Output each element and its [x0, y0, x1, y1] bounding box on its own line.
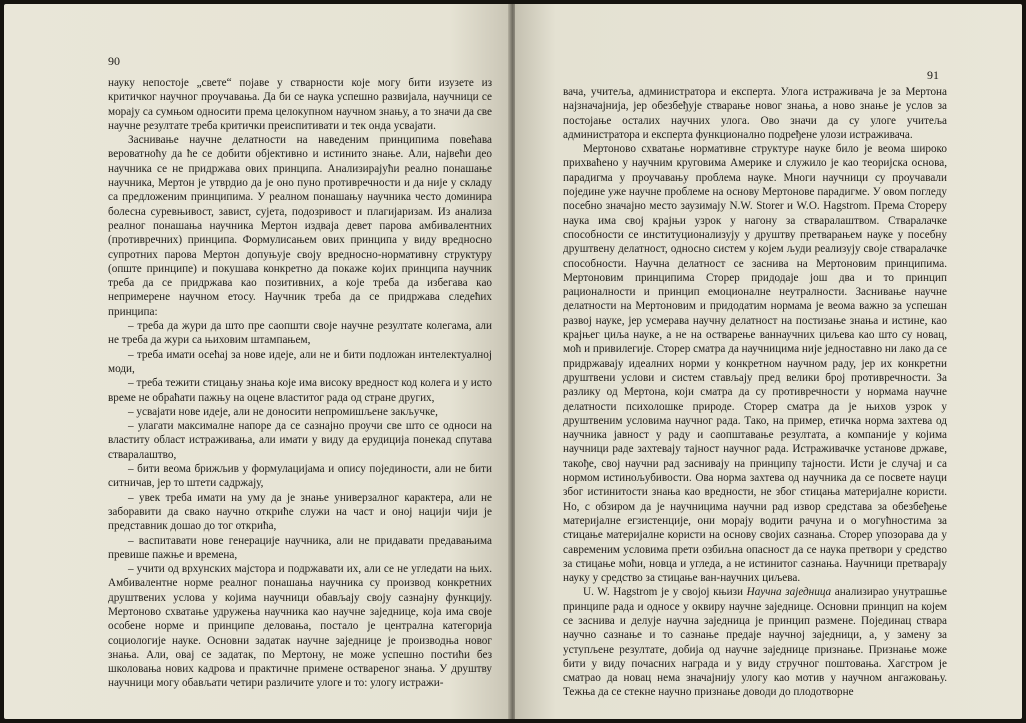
- list-item: – треба имати осећај за нове идеје, али не и бити подложан интелектуалној моди,: [108, 348, 492, 375]
- book-title: Научна заједница: [746, 586, 832, 599]
- list-item: – бити веома брижљив у формулацијама и опису појединости, али не бити ситничав, јер то штети садржају,: [108, 463, 492, 490]
- page-number-right: 91: [927, 68, 939, 82]
- right-page: [515, 4, 1022, 719]
- list-item: – васпитавати нове генерације научника, али не придавати предавањима превише пажње и времена,: [108, 534, 492, 561]
- left-page: [4, 4, 510, 719]
- list-item: – усвајати нове идеје, али не доносити непромишљене закључке,: [128, 405, 438, 418]
- paragraph-hagstrom: [563, 585, 947, 699]
- right-page-text: [563, 85, 947, 700]
- paragraph: Мертоново схватање нормативне структуре науке било је веома широко прихваћено у научним круговима Америке и служило је као теоријска основа, парадигма у проучавању проблема науке. Многи научници су проучавали поједине уже научне проблеме на основу Мертонове парадигме. У овом погледу посебно значајно место заузимају N.W. Storer и W.O. Hagstrom. Према Стореру наука има свој крајњи узрок у нагону за стваралаштвом. Стваралачке способности се институционализују у друштву претварањем науке у посебну друштвену делатност, односно систем у којем људи реализују своје стваралачке способности. Научна делатност се заснива на Мертоновим принципима. Мертоновим принципима Сторер придодаје још два и то принцип рационалности и принцип емоционалне неутралности. Заснивање научне делатности на Мертоновим и придодатим нормама је веома важно за успешан развој науке, јер усмерава научну делатност на постизање знања и истине, као крајњег циља науке, а не на остварење ваннаучних циљева као што су новац, моћ и привилегије. Сторер сматра да научницима није једноставно ни лако да се придржавају идеалних норми у конкретном научном раду, јер их конкретни друштвени услови и систем стављају пред велики број противречности. За разлику од Мертона, који сматра да су противречности у нормама научне делатности психолошке природе. Сторер сматра да је њихов узрок у друштвеним условима научног рада. Тако, на пример, етичка норма захтева од научника јавност у раду и саопштавање резултата, а компаније у којима научници раде захтевају тајност научног рада. Истраживачке установе државе, такође, свој научни рад заснивају на принципу тајности. Исти је случај и са нормом истинољубивости. Ова норма захтева од научника да се посвете науци због истинитости знања као вредности, не због стицања материјалне користи. Но, с обзиром да је научницима научни рад извор средстава за обезбеђење материјалне егзистенције, они морају водити рачуна и о могућностима за стицање материјалне користи на основу својих сазнања. Сторер упозорава да у савременим условима прети озбиљна опасност да се наука претвори у средство за стицање моћи, новца и угледа, а не истинитог сазнања. Научници претварају науку у средство за стицање ван-научних циљева.: [563, 143, 947, 585]
- list-item: – учити од врхунских мајстора и подржавати их, али се не угледати на њих. Амбивалентне норме реалног понашања научника су производ конкретних друштвених услова у којима научници обављају своју сазнајну функцију. Мертоново схватање удружења научника као научне заједнице, која има своје особене норме и принципе деловања, постало је централна категорија социологије науке. Основни задатак научне заједнице је производња новог знања. Али, овај се задатак, по Мертону, не може успешно постићи без школовања нових кадрова и практичне примене оствареног знања. У друштву научници могу обављати четири различите улоге и то: улогу истражи-: [108, 563, 492, 690]
- page-number-left: 90: [108, 54, 120, 68]
- hagstrom-intro: U. W. Hagstrom је у својој књизи: [583, 586, 747, 599]
- paragraph: науку непостоје „свете“ појаве у стварности које могу бити изузете из критичког научног проучавања. Да би се наука успешно развијала, научници се морају са сумњом односити према целокупном научном знању, а то значи да све научне резултате треба критички преиспитивати и тек онда усвајати.: [108, 77, 492, 132]
- paragraph: вача, учитеља, администратора и експерта. Улога истраживача је за Мертона најзначајнија, јер обезбеђује стварање новог знања, а ново знање је услов за постојање осталих научних улога. Ово значи да су улоге учитеља администратора и експерта функционално подређене улози истраживача.: [563, 86, 947, 141]
- paragraph: Заснивање научне делатности на наведеним принципима повећава вероватноћу да ће се добити објективно и истинито знање. Али, највећи део научника се не придржава ових принципа. Анализирајући реално понашање научника, Мертон је утврдио да је оно пуно противречности и да није у складу са предложеним принципима. У реалном понашању научника често доминира болесна суревњивост, завист, сујета, подозривост и плагијаризам. Из анализа реалног понашања научника Мертон издваја девет парова амбивалентних (противречних) принципа. Формулисањем ових принципа у виду вредносно супротних парова Мертон допуњује своју вредносно-нормативну структуру (опште принципе) и покушава конкретно да покаже којих принципа научник треба да се придржава као позитивних, а које треба да избегава као непримерене научном етосу. Научник треба да се придржава следећих принципа:: [108, 134, 492, 318]
- list-item: – увек треба имати на уму да је знање универзалног карактера, али не заборавити да свако научно откриће служи на част и оној нацији чији је представник дошао до тог открића,: [108, 491, 492, 533]
- list-item: – улагати максималне напоре да се сазнајно проучи све што се односи на властиту област истраживања, али имати у виду да ерудиција понекад спутава стваралаштво,: [108, 420, 492, 461]
- hagstrom-body: анализирао унутрашње принципе рада и односе у оквиру научне заједнице. Основни принцип на којем се заснива и делује научна заједница је принцип размене. Појединац ствара научно сазнање и то сазнање предаје научној заједници, а, у замену за уступљене резултате, добија од научне заједнице признање. Признање може бити у виду почасних награда и у виду стручног поштовања. Хагстром је сматрао да новац нема значајнију улогу као мотив у научном ангажовању. Тежња да се стекне научно признање доводи до плодотворне: [563, 586, 947, 699]
- left-page-text: [108, 76, 492, 691]
- list-item: – треба да жури да што пре саопшти своје научне резултате колегама, али не треба да жури са њиховим штампањем,: [108, 320, 492, 347]
- list-item: – треба тежити стицању знања које има високу вредност код колега и у исто време не обраћати пажњу на оцене властитог рада од стране других,: [108, 377, 492, 404]
